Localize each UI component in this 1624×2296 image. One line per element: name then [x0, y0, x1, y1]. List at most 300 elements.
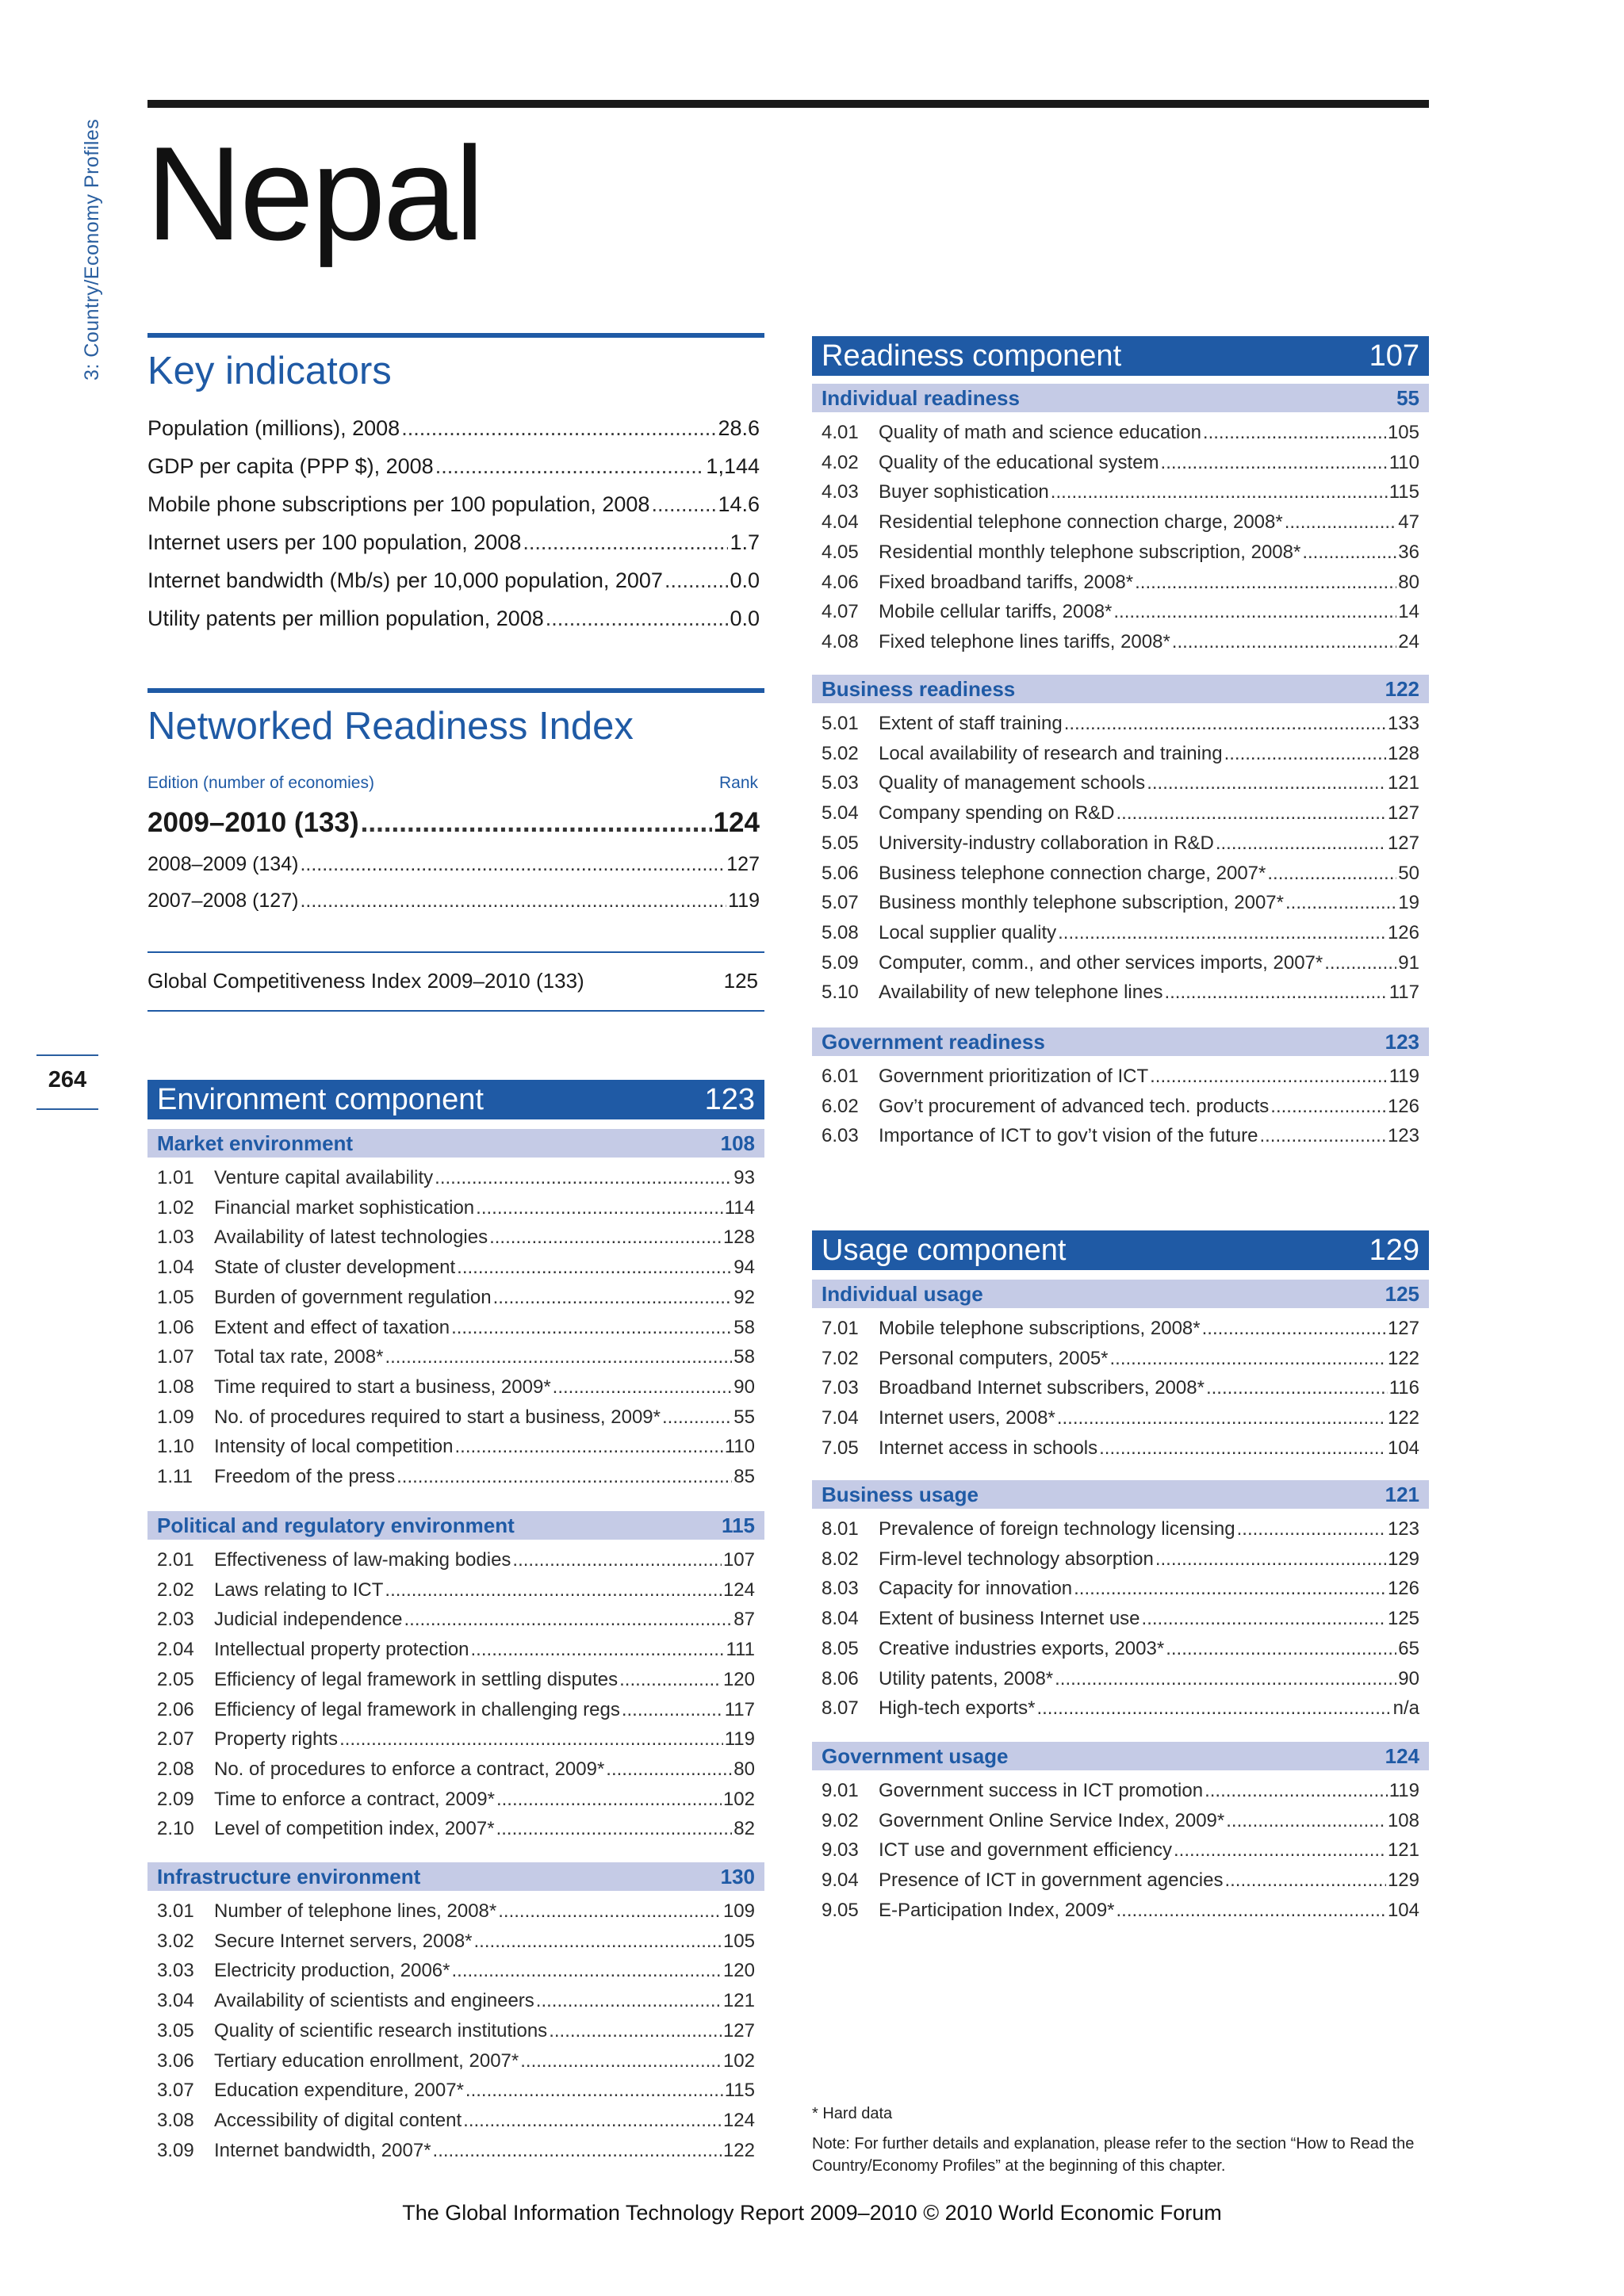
indicator-row — [822, 1066, 1419, 1096]
indicator-code: 2.09 — [157, 1788, 194, 1810]
indicator-code: 8.02 — [822, 1548, 859, 1570]
indicator-label: Secure Internet servers, 2008* — [214, 1930, 473, 1952]
indicator-rank: 133 — [1387, 713, 1419, 734]
indicator-rank: 127 — [1387, 802, 1419, 825]
indicator-label: Extent and effect of taxation — [214, 1316, 450, 1338]
indicator-label: Effectiveness of law-making bodies — [214, 1549, 511, 1571]
indicator-rank: 126 — [1387, 1578, 1419, 1600]
environment-market-title: Market environment — [157, 1131, 354, 1155]
indicator-rank: 122 — [1387, 1407, 1419, 1429]
indicator-row — [822, 1608, 1419, 1638]
indicator-row — [822, 511, 1419, 541]
indicator-label: Availability of latest technologies — [214, 1226, 488, 1249]
indicator-row — [822, 922, 1419, 952]
readiness-individual-rank: 55 — [1396, 385, 1419, 410]
indicator-row — [822, 1780, 1419, 1810]
indicator-row — [157, 1317, 755, 1347]
key-indicator-label: Internet bandwidth (Mb/s) per 10,000 population, 2007 — [147, 568, 663, 592]
indicator-rank: 115 — [724, 2080, 755, 2102]
indicator-row — [822, 1318, 1419, 1348]
indicator-label: Gov’t procurement of advanced tech. products — [879, 1095, 1270, 1117]
indicator-rank: 123 — [1387, 1518, 1419, 1540]
indicator-label: Burden of government regulation — [214, 1286, 492, 1308]
indicator-code: 2.04 — [157, 1639, 194, 1661]
indicator-row — [822, 1869, 1419, 1900]
indicator-rank: 119 — [1388, 1780, 1419, 1801]
indicator-row — [822, 743, 1419, 773]
indicator-rank: 129 — [1387, 1869, 1419, 1892]
indicator-code: 3.02 — [157, 1930, 194, 1952]
indicator-label: Government prioritization of ICT — [879, 1066, 1149, 1087]
indicator-label: Local supplier quality — [879, 921, 1057, 943]
gci-label: Global Competitiveness Index 2009–2010 (133) — [147, 969, 584, 993]
indicator-code: 1.02 — [157, 1196, 194, 1219]
indicator-label: Intellectual property protection — [214, 1639, 469, 1661]
indicator-rank: 24 — [1398, 630, 1419, 652]
indicator-label: Utility patents, 2008* — [879, 1667, 1054, 1689]
indicator-rank: n/a — [1392, 1697, 1419, 1720]
indicator-code: 3.07 — [157, 2080, 194, 2102]
indicator-label: Creative industries exports, 2003* — [879, 1637, 1165, 1659]
indicator-rank: 108 — [1387, 1809, 1419, 1831]
key-indicator-value: 0.0 — [730, 568, 760, 592]
indicator-rank: 111 — [726, 1639, 755, 1661]
environment-infrastructure-rank: 130 — [720, 1864, 755, 1888]
indicator-row — [822, 863, 1419, 893]
indicator-label: E-Participation Index, 2009* — [879, 1899, 1115, 1921]
indicator-code: 2.06 — [157, 1698, 194, 1720]
indicator-row — [822, 541, 1419, 572]
indicator-rank: 36 — [1398, 541, 1419, 563]
indicator-row — [157, 1406, 755, 1437]
nri-title: Networked Readiness Index — [147, 705, 634, 748]
environment-infrastructure-header — [147, 1862, 764, 1891]
indicator-label: No. of procedures required to start a business, 2009* — [214, 1406, 661, 1428]
indicator-row — [822, 452, 1419, 482]
indicator-label: Internet bandwidth, 2007* — [214, 2139, 431, 2161]
indicator-rank: 120 — [722, 1960, 755, 1982]
key-indicators-title: Key indicators — [147, 350, 392, 392]
indicator-code: 5.07 — [822, 892, 859, 914]
environment-political-rank: 115 — [722, 1513, 755, 1537]
indicator-row — [157, 1960, 755, 1990]
indicator-row — [822, 1638, 1419, 1668]
nri-row: 2007–2008 (127) ..... 119 — [147, 890, 760, 913]
indicator-code: 1.04 — [157, 1257, 194, 1279]
indicator-code: 6.01 — [822, 1066, 859, 1087]
indicator-label: University-industry collaboration in R&D — [879, 832, 1214, 854]
indicator-row — [822, 772, 1419, 802]
indicator-rank: 117 — [724, 1698, 755, 1720]
indicator-row — [157, 1639, 755, 1669]
indicator-code: 7.04 — [822, 1407, 859, 1429]
indicator-code: 5.01 — [822, 713, 859, 734]
indicator-row — [157, 1609, 755, 1639]
indicator-rank: 85 — [733, 1466, 755, 1487]
indicator-rank: 117 — [1388, 982, 1419, 1004]
indicator-row — [822, 1578, 1419, 1608]
indicator-rank: 129 — [1387, 1548, 1419, 1570]
indicator-code: 1.01 — [157, 1167, 194, 1188]
indicator-rank: 58 — [733, 1316, 755, 1338]
indicator-code: 2.08 — [157, 1758, 194, 1780]
page-title: Nepal — [146, 119, 482, 268]
footer: The Global Information Technology Report 2009–2010 © 2010 World Economic Forum — [402, 2201, 1222, 2225]
indicator-code: 1.06 — [157, 1316, 194, 1338]
indicator-label: Availability of scientists and engineers — [214, 1990, 534, 2012]
indicator-code: 1.03 — [157, 1226, 194, 1249]
indicator-rank: 116 — [1388, 1377, 1419, 1399]
readiness-government-rank: 123 — [1385, 1029, 1419, 1054]
key-indicator-label: GDP per capita (PPP $), 2008 — [147, 454, 434, 478]
indicator-rank: 127 — [1387, 1318, 1419, 1339]
indicator-rank: 122 — [722, 2139, 755, 2161]
indicator-rank: 119 — [724, 1728, 755, 1751]
nri-row: 2008–2009 (134) ..... 127 — [147, 853, 760, 876]
indicator-row — [157, 1900, 755, 1931]
indicator-rank: 115 — [1388, 481, 1419, 503]
indicator-code: 6.03 — [822, 1125, 859, 1147]
indicator-rank: 110 — [1388, 451, 1419, 473]
indicator-code: 5.04 — [822, 802, 859, 825]
indicator-code: 1.08 — [157, 1376, 194, 1398]
indicator-row — [157, 1699, 755, 1729]
indicator-label: Number of telephone lines, 2008* — [214, 1900, 497, 1922]
indicator-code: 4.06 — [822, 571, 859, 593]
indicator-rank: 128 — [722, 1226, 755, 1249]
indicator-rank: 105 — [722, 1930, 755, 1952]
indicator-label: Quality of math and science education — [879, 422, 1201, 443]
indicator-rank: 125 — [1387, 1608, 1419, 1630]
indicator-rank: 80 — [1398, 571, 1419, 593]
indicator-row — [157, 1758, 755, 1789]
environment-political-title: Political and regulatory environment — [157, 1513, 515, 1537]
indicator-code: 9.04 — [822, 1869, 859, 1892]
indicator-rank: 124 — [722, 2109, 755, 2131]
key-indicator-row — [147, 454, 760, 479]
indicator-rank: 104 — [1387, 1437, 1419, 1459]
indicator-row — [822, 601, 1419, 631]
key-indicator-row — [147, 530, 760, 555]
indicator-row — [822, 952, 1419, 982]
usage-government-title: Government usage — [822, 1743, 1009, 1768]
indicator-rank: 19 — [1398, 892, 1419, 914]
indicator-rank: 127 — [1387, 832, 1419, 854]
indicator-label: Efficiency of legal framework in challenging regs — [214, 1698, 620, 1720]
indicator-rank: 126 — [1387, 921, 1419, 943]
indicator-code: 2.10 — [157, 1818, 194, 1840]
indicator-row — [157, 1579, 755, 1609]
indicator-row — [822, 1437, 1419, 1468]
indicator-rank: 91 — [1398, 951, 1419, 974]
indicator-label: Prevalence of foreign technology licensing — [879, 1518, 1235, 1540]
indicator-code: 5.06 — [822, 862, 859, 884]
indicator-label: Residential monthly telephone subscription, 2008* — [879, 541, 1301, 563]
indicator-label: Mobile cellular tariffs, 2008* — [879, 601, 1113, 623]
indicator-row — [822, 1668, 1419, 1698]
usage-component-title: Usage component — [822, 1233, 1067, 1267]
indicator-rank: 104 — [1387, 1899, 1419, 1921]
indicator-row — [822, 832, 1419, 863]
indicator-code: 3.05 — [157, 2019, 194, 2042]
indicator-row — [157, 1789, 755, 1819]
indicator-label: Importance of ICT to gov’t vision of the future — [879, 1125, 1258, 1147]
indicator-code: 2.01 — [157, 1549, 194, 1571]
indicator-rank: 90 — [1398, 1667, 1419, 1689]
readiness-government-title: Government readiness — [822, 1029, 1045, 1054]
indicator-code: 4.07 — [822, 601, 859, 623]
gci-bottom-rule — [147, 1010, 764, 1012]
indicator-row — [822, 1697, 1419, 1728]
indicator-row — [157, 1257, 755, 1287]
key-indicator-value: 14.6 — [718, 492, 760, 516]
indicator-code: 9.03 — [822, 1839, 859, 1862]
indicator-row — [822, 892, 1419, 922]
indicator-row — [157, 1818, 755, 1848]
indicator-code: 8.01 — [822, 1518, 859, 1540]
indicator-rank: 55 — [733, 1406, 755, 1428]
environment-market-rank: 108 — [720, 1131, 755, 1155]
key-indicators-rule — [147, 333, 764, 338]
indicator-label: Intensity of local competition — [214, 1436, 454, 1458]
usage-business-title: Business usage — [822, 1482, 979, 1506]
indicator-code: 4.03 — [822, 481, 859, 503]
indicator-rank: 121 — [1387, 772, 1419, 794]
indicator-row — [822, 1407, 1419, 1437]
indicator-label: Laws relating to ICT — [214, 1578, 384, 1601]
indicator-code: 8.06 — [822, 1667, 859, 1689]
usage-business-rank: 121 — [1385, 1482, 1419, 1506]
indicator-label: Business monthly telephone subscription, 2007* — [879, 892, 1284, 914]
indicator-label: Local availability of research and training — [879, 742, 1223, 764]
indicator-row — [822, 802, 1419, 832]
indicator-label: Internet users, 2008* — [879, 1407, 1055, 1429]
environment-market-header — [147, 1129, 764, 1158]
indicator-row — [822, 982, 1419, 1012]
indicator-label: Time required to start a business, 2009* — [214, 1376, 551, 1398]
indicator-code: 9.02 — [822, 1809, 859, 1831]
indicator-code: 3.06 — [157, 2049, 194, 2072]
indicator-rank: 58 — [733, 1346, 755, 1368]
indicator-row — [822, 713, 1419, 743]
readiness-business-header — [812, 675, 1429, 703]
indicator-row — [157, 1990, 755, 2020]
indicator-rank: 127 — [722, 2019, 755, 2042]
indicator-row — [822, 1839, 1419, 1869]
indicator-rank: 87 — [733, 1609, 755, 1631]
indicator-code: 1.07 — [157, 1346, 194, 1368]
indicator-rank: 114 — [724, 1196, 755, 1219]
indicator-rank: 50 — [1398, 862, 1419, 884]
indicator-code: 4.08 — [822, 630, 859, 652]
indicator-rank: 110 — [724, 1436, 755, 1458]
indicator-rank: 47 — [1398, 511, 1419, 534]
indicator-row — [822, 481, 1419, 511]
indicator-label: Presence of ICT in government agencies — [879, 1869, 1224, 1892]
readiness-business-rank: 122 — [1385, 676, 1419, 701]
readiness-individual-header — [812, 384, 1429, 412]
indicator-rank: 119 — [1388, 1066, 1419, 1087]
key-indicator-value: 28.6 — [718, 416, 760, 440]
indicator-row — [157, 1728, 755, 1758]
indicator-label: Government Online Service Index, 2009* — [879, 1809, 1225, 1831]
indicator-rank: 124 — [722, 1578, 755, 1601]
nri-rule — [147, 688, 764, 693]
key-indicator-row — [147, 492, 760, 517]
indicator-rank: 107 — [722, 1549, 755, 1571]
indicator-rank: 82 — [733, 1818, 755, 1840]
indicator-label: Freedom of the press — [214, 1466, 396, 1487]
indicator-row — [822, 422, 1419, 452]
indicator-label: Business telephone connection charge, 2007* — [879, 862, 1266, 884]
readiness-component-header — [812, 336, 1429, 376]
indicator-code: 2.02 — [157, 1578, 194, 1601]
indicator-label: Extent of business Internet use — [879, 1608, 1140, 1630]
indicator-row — [157, 2050, 755, 2080]
indicator-code: 4.02 — [822, 451, 859, 473]
indicator-row — [157, 1466, 755, 1496]
page-number: 264 — [48, 1067, 87, 1093]
indicator-code: 1.09 — [157, 1406, 194, 1428]
indicator-code: 8.04 — [822, 1608, 859, 1630]
indicator-code: 5.08 — [822, 921, 859, 943]
nri-current-row — [147, 807, 760, 839]
key-indicator-value: 1,144 — [706, 454, 760, 478]
indicator-row — [157, 1197, 755, 1227]
indicator-rank: 121 — [722, 1990, 755, 2012]
indicator-label: Company spending on R&D — [879, 802, 1115, 825]
environment-political-header — [147, 1511, 764, 1540]
key-indicator-row — [147, 568, 760, 593]
environment-component-rank: 123 — [704, 1082, 755, 1116]
environment-component-title: Environment component — [157, 1082, 484, 1116]
indicator-rank: 102 — [722, 1788, 755, 1810]
indicator-label: Mobile telephone subscriptions, 2008* — [879, 1318, 1201, 1339]
indicator-label: High-tech exports* — [879, 1697, 1036, 1720]
indicator-label: Efficiency of legal framework in settling disputes — [214, 1668, 619, 1690]
indicator-label: Quality of the educational system — [879, 451, 1159, 473]
indicator-row — [157, 1669, 755, 1699]
indicator-rank: 93 — [733, 1167, 755, 1188]
gci-top-rule — [147, 951, 764, 953]
indicator-label: Capacity for innovation — [879, 1578, 1073, 1600]
indicator-rank: 126 — [1387, 1095, 1419, 1117]
usage-individual-header — [812, 1280, 1429, 1308]
indicator-row — [157, 1167, 755, 1197]
indicator-label: Financial market sophistication — [214, 1196, 475, 1219]
indicator-rank: 90 — [733, 1376, 755, 1398]
indicator-row — [157, 1346, 755, 1376]
key-indicator-label: Mobile phone subscriptions per 100 population, 2008 — [147, 492, 650, 516]
indicator-row — [822, 572, 1419, 602]
usage-component-header — [812, 1230, 1429, 1270]
indicator-label: Quality of scientific research institutions — [214, 2019, 548, 2042]
usage-government-header — [812, 1742, 1429, 1770]
readiness-individual-title: Individual readiness — [822, 385, 1020, 410]
indicator-code: 3.04 — [157, 1990, 194, 2012]
usage-business-header — [812, 1480, 1429, 1509]
indicator-code: 5.09 — [822, 951, 859, 974]
indicator-code: 3.09 — [157, 2139, 194, 2161]
indicator-label: Broadband Internet subscribers, 2008* — [879, 1377, 1205, 1399]
indicator-rank: 80 — [733, 1758, 755, 1780]
readiness-component-rank: 107 — [1369, 339, 1419, 373]
indicator-row — [157, 2140, 755, 2170]
nri-current-rank: 124 — [713, 807, 760, 838]
indicator-code: 8.03 — [822, 1578, 859, 1600]
key-indicator-row — [147, 607, 760, 631]
indicator-label: Computer, comm., and other services imports, 2007* — [879, 951, 1323, 974]
indicator-row — [822, 1810, 1419, 1840]
environment-infrastructure-title: Infrastructure environment — [157, 1864, 421, 1888]
indicator-code: 4.05 — [822, 541, 859, 563]
indicator-code: 6.02 — [822, 1095, 859, 1117]
indicator-code: 7.01 — [822, 1318, 859, 1339]
indicator-label: Venture capital availability — [214, 1167, 434, 1188]
indicator-rank: 120 — [722, 1668, 755, 1690]
indicator-code: 1.10 — [157, 1436, 194, 1458]
nri-rank-header: Rank — [718, 774, 758, 792]
indicator-label: Government success in ICT promotion — [879, 1780, 1204, 1801]
indicator-label: Total tax rate, 2008* — [214, 1346, 384, 1368]
indicator-row — [822, 1348, 1419, 1378]
indicator-rank: 65 — [1398, 1637, 1419, 1659]
indicator-code: 1.11 — [157, 1466, 193, 1487]
indicator-code: 7.02 — [822, 1347, 859, 1369]
indicator-code: 7.03 — [822, 1377, 859, 1399]
indicator-label: Buyer sophistication — [879, 481, 1049, 503]
indicator-label: Judicial independence — [214, 1609, 403, 1631]
indicator-label: Time to enforce a contract, 2009* — [214, 1788, 495, 1810]
indicator-row — [157, 1549, 755, 1579]
indicator-code: 4.04 — [822, 511, 859, 534]
indicator-code: 9.05 — [822, 1899, 859, 1921]
usage-individual-title: Individual usage — [822, 1281, 983, 1306]
indicator-rank: 102 — [722, 2049, 755, 2072]
indicator-code: 8.05 — [822, 1637, 859, 1659]
indicator-code: 2.07 — [157, 1728, 194, 1751]
key-indicator-value: 1.7 — [730, 530, 760, 554]
key-indicator-row — [147, 416, 760, 441]
indicator-code: 5.02 — [822, 742, 859, 764]
indicator-label: Electricity production, 2006* — [214, 1960, 450, 1982]
usage-government-rank: 124 — [1385, 1743, 1419, 1768]
indicator-rank: 92 — [733, 1286, 755, 1308]
indicator-row — [157, 1287, 755, 1317]
indicator-row — [822, 1096, 1419, 1126]
indicator-code: 3.08 — [157, 2109, 194, 2131]
indicator-code: 4.01 — [822, 422, 859, 443]
key-indicator-label: Population (millions), 2008 — [147, 416, 400, 440]
readiness-business-title: Business readiness — [822, 676, 1016, 701]
indicator-row — [822, 631, 1419, 661]
indicator-rank: 123 — [1387, 1125, 1419, 1147]
section-label: 3: Country/Economy Profiles — [81, 118, 103, 381]
indicator-rank: 122 — [1387, 1347, 1419, 1369]
hard-data-note: * Hard data — [812, 2105, 893, 2122]
indicator-label: No. of procedures to enforce a contract, 2009* — [214, 1758, 605, 1780]
indicator-label: Property rights — [214, 1728, 339, 1751]
indicator-row — [157, 2110, 755, 2140]
indicator-row — [157, 1226, 755, 1257]
indicator-rank: 109 — [722, 1900, 755, 1922]
indicator-label: State of cluster development — [214, 1257, 456, 1279]
indicator-code: 5.10 — [822, 982, 859, 1004]
nri-edition-header: Edition (number of economies) — [147, 774, 374, 792]
indicator-row — [822, 1548, 1419, 1578]
indicator-code: 3.03 — [157, 1960, 194, 1982]
indicator-code: 8.07 — [822, 1697, 859, 1720]
